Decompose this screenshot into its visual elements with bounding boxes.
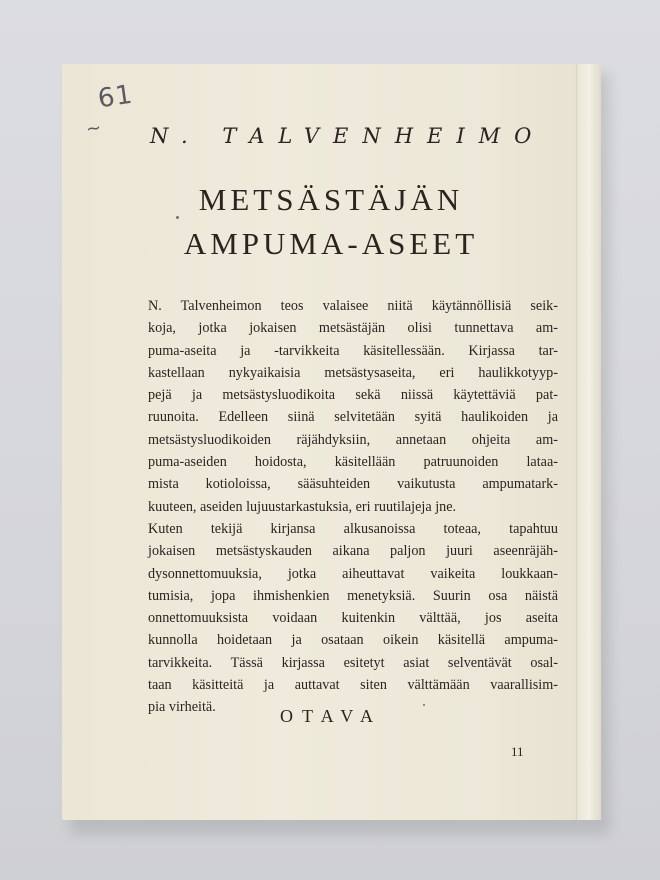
description-line: Kuten tekijä kirjansa alkusanoissa toteaa, tapahtuu: [148, 520, 558, 537]
pencil-tick-mark: ~: [84, 116, 104, 141]
book-title-line-1: METSÄSTÄJÄN: [198, 182, 464, 217]
description-line: koja, jotka jokaisen metsästäjän olisi tunnettava am-: [148, 320, 558, 337]
description-line: metsästysluodikoiden räjähdyksiin, annetaan ohjeita am-: [148, 431, 558, 448]
description-line: tarvikkeita. Tässä kirjassa esitetyt asiat selventävät osal-: [148, 654, 558, 671]
description-line: ruunoita. Edelleen siinä selvitetään syitä haulikoiden ja: [148, 409, 558, 426]
book-description: [148, 295, 558, 719]
book-title-line-2: AMPUMA-ASEET: [183, 226, 479, 261]
description-line: tumisia, jopa ihmishenkien menetyksiä. Suurin osa näistä: [148, 587, 558, 604]
paper-speck: [176, 216, 179, 219]
description-line: mista kotioloissa, sääsuhteiden vaikutusta ampumatark-: [148, 476, 558, 493]
description-line: pia virheitä.: [148, 699, 216, 716]
paper-speck: [423, 704, 425, 706]
author-name: N. TALVENHEIMO: [150, 124, 546, 148]
description-line: kastellaan nykyaikaisia metsästysaseita, eri haulikkotyyp-: [148, 364, 558, 381]
description-line: pejä ja metsästysluodikoita sekä niissä käytettäviä pat-: [148, 387, 558, 404]
description-line: taan käsitteitä ja auttavat siten välttämään vaarallisim-: [148, 677, 558, 694]
description-line: dysonnettomuuksia, jotka aiheuttavat vaikeita loukkaan-: [148, 565, 558, 582]
description-line: jokaisen metsästyskauden aikana paljon juuri aseenräjäh-: [148, 543, 558, 560]
description-line: onnettomuuksista voidaan kuitenkin välttää, jos aseita: [148, 610, 558, 627]
description-line: puma-aseita ja -tarvikkeita käsitellessään. Kirjassa tar-: [148, 342, 558, 359]
description-line: kunnolla hoidetaan ja osataan oikein käsitellä ampuma-: [148, 632, 558, 649]
pencil-number-mark: 61: [96, 79, 136, 115]
description-line: kuuteen, aseiden lujuustarkastuksia, eri ruutilajeja jne.: [148, 498, 457, 515]
page-number: 11: [511, 744, 524, 759]
description-line: N. Talvenheimon teos valaisee niitä käytännöllisiä seik-: [148, 298, 558, 314]
description-line: puma-aseiden hoidosta, käsitellään patruunoiden lataa-: [148, 454, 558, 471]
publisher-name: OTAVA: [280, 706, 382, 726]
